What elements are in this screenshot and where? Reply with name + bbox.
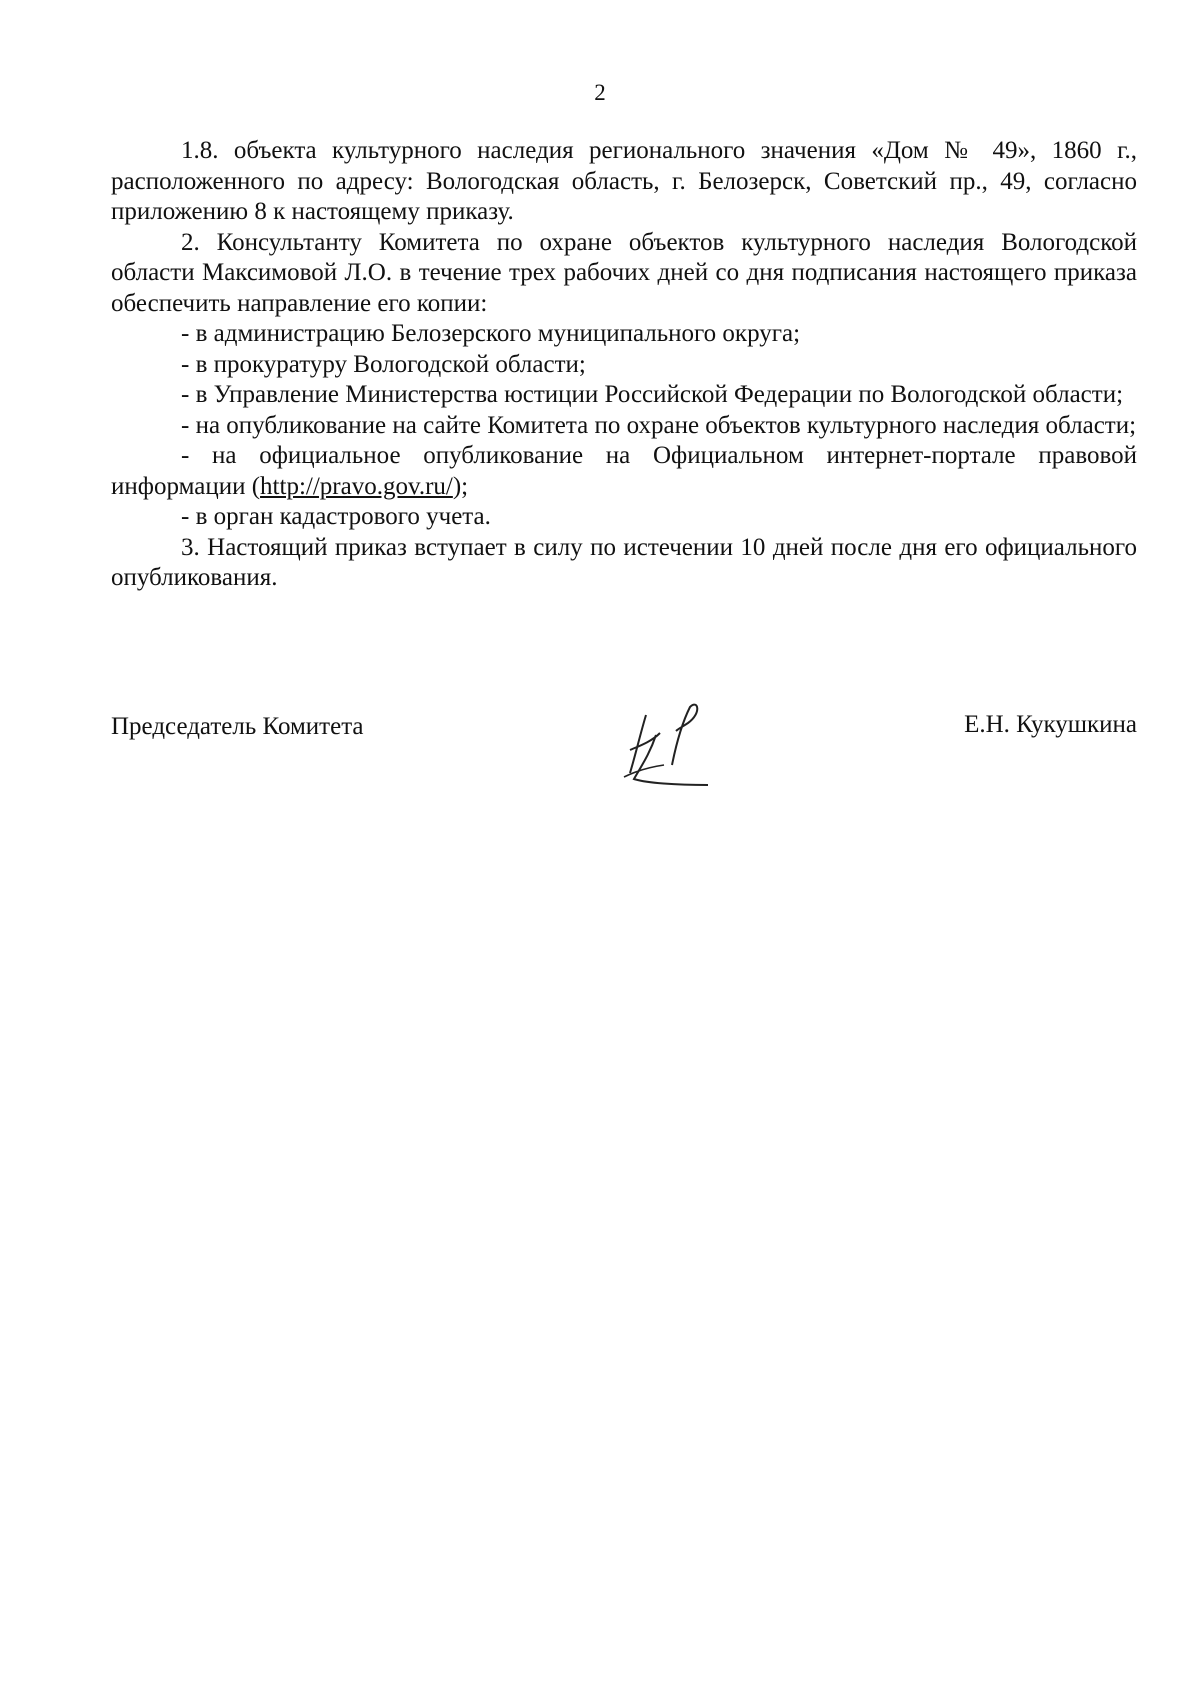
list-item-official-portal: [111, 441, 1137, 502]
list-item-prosecutor: - в прокуратуру Вологодской области;: [181, 350, 586, 378]
signature-block: [111, 705, 1137, 795]
pravo-gov-link[interactable]: http://pravo.gov.ru/: [260, 472, 453, 500]
signatory-title: Председатель Комитета: [111, 713, 364, 740]
list-item-justice-ministry: - в Управление Министерства юстиции Российской Федерации по Вологодской области;: [181, 381, 1124, 408]
list-item-cadastre: - в орган кадастрового учета.: [181, 503, 491, 530]
official-portal-text: - на официальное опубликование на Официальном интернет-портале правовой информации (: [111, 442, 1137, 500]
list-item-administration: - в администрацию Белозерского муниципального округа;: [181, 320, 801, 347]
list-item-committee-site: - на опубликование на сайте Комитета по охране объектов культурного наследия области;: [181, 411, 1137, 439]
document-body: [111, 136, 1137, 594]
official-portal-text-end: );: [452, 472, 469, 500]
paragraph-3: 3. Настоящий приказ вступает в силу по истечении 10 дней после дня его официального опубликования.: [111, 533, 1137, 591]
paragraph-1-8: 1.8. объекта культурного наследия регионального значения «Дом № 49», 1860 г., расположенного по адресу: Вологодская область, г. Белозерск, Советский пр., 49, согласно приложению 8 к настоящему приказу.: [111, 137, 1137, 225]
signatory-name: Е.Н. Кукушкина: [964, 711, 1137, 738]
page-number: 2: [594, 80, 606, 105]
paragraph-2: 2. Консультанту Комитета по охране объектов культурного наследия Вологодской области Максимовой Л.О. в течение трех рабочих дней со дня подписания настоящего приказа обеспечить направление его копии:: [111, 228, 1137, 317]
handwritten-signature: [616, 695, 726, 795]
